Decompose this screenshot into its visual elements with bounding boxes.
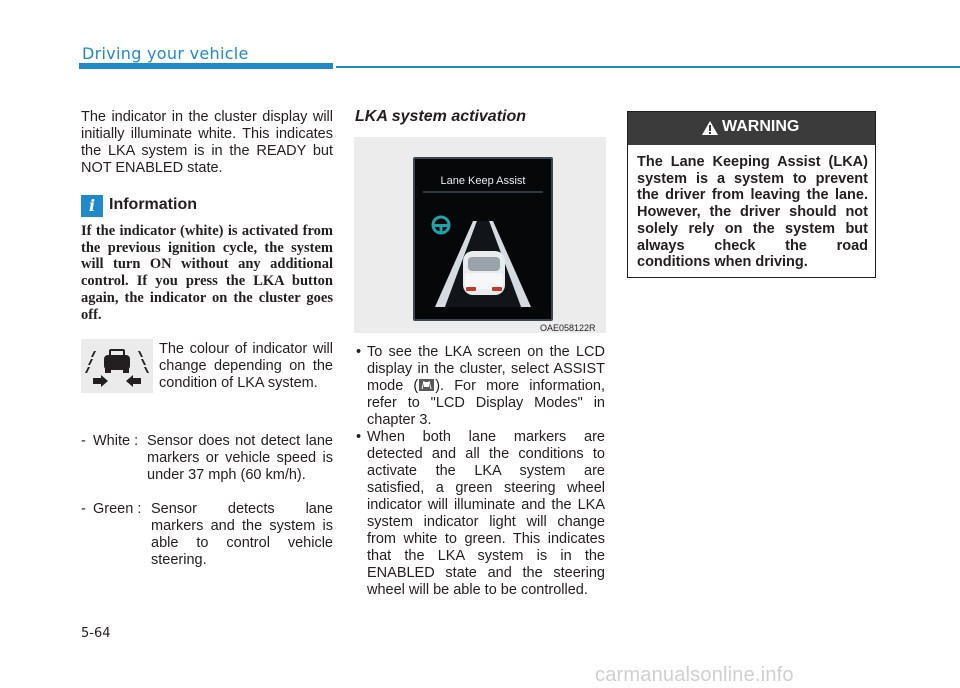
steering-wheel-icon xyxy=(431,215,451,235)
watermark: carmanualsonline.info xyxy=(595,664,794,686)
lcd-screen xyxy=(413,157,553,321)
definition-description: Sensor detects lane markers and the system is able to control vehicle steering. xyxy=(151,501,333,568)
definition-white xyxy=(81,433,333,501)
lcd-screen-title: Lane Keep Assist xyxy=(440,175,526,187)
lka-activation-heading: LKA system activation xyxy=(355,108,527,125)
section-title: Driving your vehicle xyxy=(82,44,249,63)
header-rule-thick xyxy=(79,63,333,69)
definition-term: White : xyxy=(93,433,139,449)
page-number: 5-64 xyxy=(81,626,111,641)
bullet-text-before: To see the LKA screen on the LCD display in the cluster, select ASSIST mode ( xyxy=(367,344,605,394)
warning-label: WARNING xyxy=(722,118,800,135)
bullet-text-after: ). For more information, refer to "LCD Display Modes" in chapter 3. xyxy=(367,378,605,428)
intro-paragraph: The indicator in the cluster display will initially illuminate white. This indicates the LKA system is in the READY but NOT ENABLED state. xyxy=(81,109,333,176)
symbol-note: The colour of indicator will change depending on the condition of LKA system. xyxy=(159,341,333,391)
assist-mode-icon xyxy=(419,379,434,391)
bullet-dot: • xyxy=(356,344,362,360)
bullet-lcd-display xyxy=(356,344,605,429)
definition-dash: - xyxy=(81,433,86,449)
information-body: If the indicator (white) is activated from the previous ignition cycle, the system will turn ON without any additional control. If you press the LKA button again, the indicator on the cluster goes off. xyxy=(81,223,333,323)
definition-term: Green : xyxy=(93,501,142,517)
definition-dash: - xyxy=(81,501,86,517)
warning-triangle-icon xyxy=(701,120,719,136)
definition-green xyxy=(81,501,333,568)
header-rule-thin xyxy=(336,66,960,68)
bullet-dot: • xyxy=(356,429,362,445)
bullet-lane-markers xyxy=(356,429,605,599)
info-icon: i xyxy=(81,195,103,217)
bullet-text: When both lane markers are detected and all the conditions to activate the LKA system are satisfied, a green steering wheel indicator will illuminate and the LKA system indicator light will change from white to green. This indicates that the LKA system is in the ENABLED state and the steering wheel will be able to be controlled. xyxy=(367,429,605,598)
warning-header xyxy=(628,112,875,145)
lcd-figure xyxy=(354,137,606,333)
figure-code: OAE058122R xyxy=(540,323,596,333)
warning-box xyxy=(627,111,876,278)
lka-indicator-icon xyxy=(81,339,153,393)
warning-body: The Lane Keeping Assist (LKA) system is a system to prevent the driver from leaving the lane. However, the driver should not solely rely on the system but always check the road conditions when driving. xyxy=(637,154,868,271)
information-title: Information xyxy=(109,196,197,213)
definition-description: Sensor does not detect lane markers or vehicle speed is under 37 mph (60 km/h). xyxy=(147,433,333,483)
